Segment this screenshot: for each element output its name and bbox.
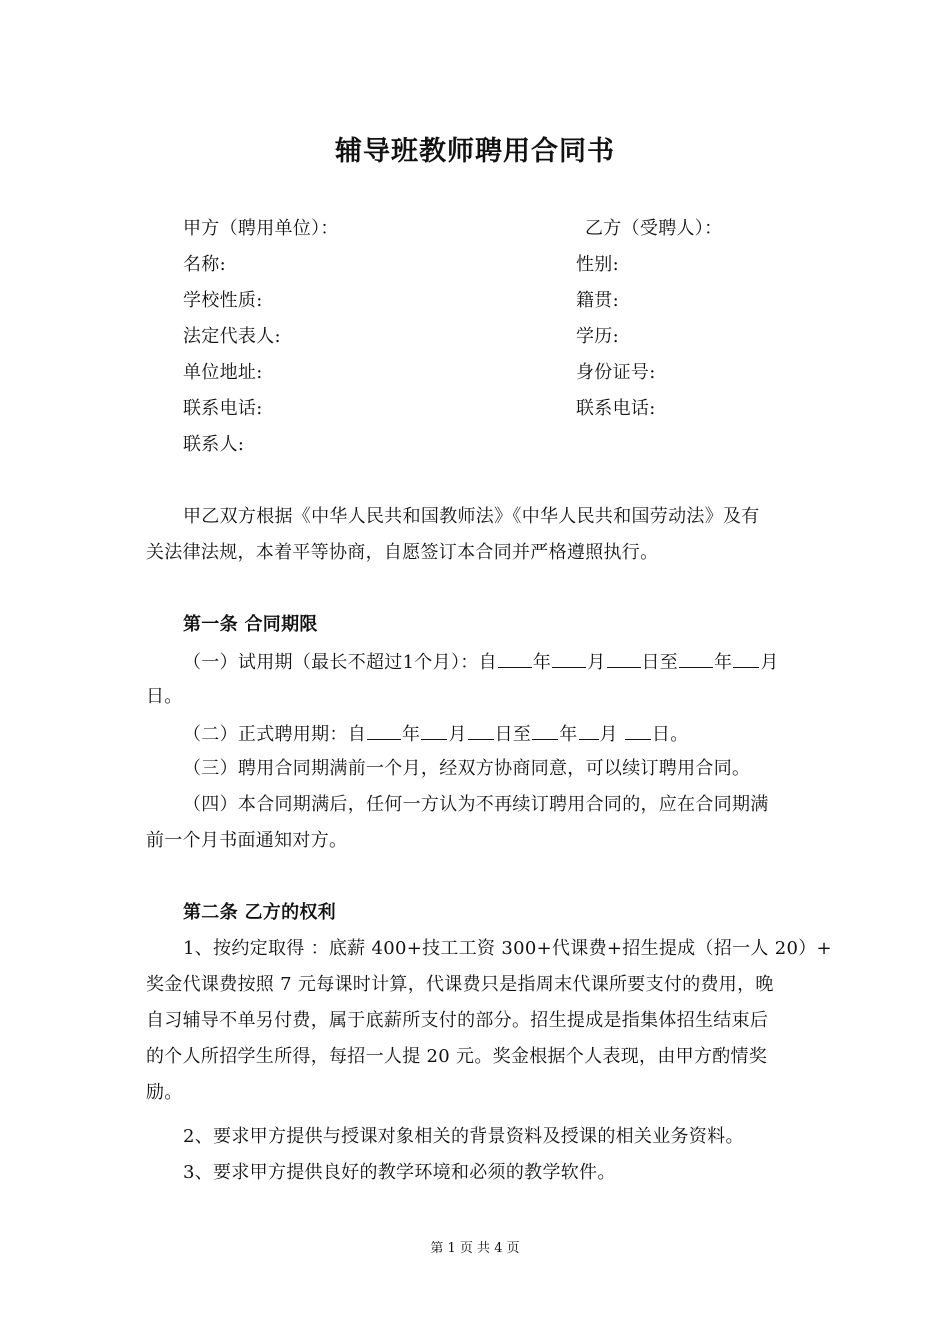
article-1-item-3: （三）聘用合同期满前一个月，经双方协商同意，可以续订聘用合同。 xyxy=(183,758,751,779)
article-2-item-1-line-4: 的个人所招学生所得，每招一人提 20 元。奖金根据个人表现，由甲方酌情奖 xyxy=(146,1046,768,1067)
blank-line xyxy=(733,649,759,668)
article-2-item-3: 3、要求甲方提供良好的教学环境和必须的教学软件。 xyxy=(183,1162,616,1183)
item-text: 年 xyxy=(559,724,578,745)
party-a-school-type: 学校性质: xyxy=(183,290,263,311)
blank-line xyxy=(552,649,586,668)
blank-line xyxy=(607,649,641,668)
blank-line xyxy=(579,721,599,740)
party-b-native-place: 籍贯: xyxy=(576,290,619,311)
blank-line xyxy=(498,649,532,668)
item-text: （二）正式聘用期：自 xyxy=(183,724,366,745)
preamble-line-2: 关法律法规，本着平等协商，自愿签订本合同并严格遵照执行。 xyxy=(146,542,659,563)
preamble-line-1: 甲乙双方根据《中华人民共和国教师法》《中华人民共和国劳动法》及有 xyxy=(183,506,760,527)
item-text: 年 xyxy=(532,652,552,673)
article-1-item-4-line-2: 前一个月书面通知对方。 xyxy=(146,830,348,851)
page-number-footer: 第 1 页 共 4 页 xyxy=(430,1241,520,1256)
party-b-gender: 性别: xyxy=(576,254,619,275)
item-text: 日至 xyxy=(494,724,532,745)
article-2-item-1-line-2: 奖金代课费按照 7 元每课时计算，代课费只是指周末代课所要支付的费用，晚 xyxy=(146,974,774,995)
article-2-item-1-line-3: 自习辅导不单另付费，属于底薪所支付的部分。招生提成是指集体招生结束后 xyxy=(146,1010,769,1031)
article-1-item-2 xyxy=(183,721,689,747)
party-a-name: 名称: xyxy=(183,254,226,275)
item-text: 日至 xyxy=(641,652,679,673)
party-a-heading: 甲方（聘用单位）： xyxy=(183,218,339,239)
blank-line xyxy=(468,721,494,740)
item-text: 个月）：自 xyxy=(414,652,497,673)
party-a-legal-rep: 法定代表人: xyxy=(183,326,281,347)
party-b-education: 学历: xyxy=(576,326,619,347)
article-1-item-4-line-1: （四）本合同期满后，任何一方认为不再续订聘用合同的，应在合同期满 xyxy=(183,794,769,815)
blank-line xyxy=(421,721,447,740)
item-text: 日。 xyxy=(651,724,689,745)
blank-line xyxy=(625,721,651,740)
blank-line xyxy=(367,721,401,740)
party-a-contact: 联系人: xyxy=(183,434,245,455)
article-2-item-1-line-1: 1、按约定取得 ：底薪 400+技工工资 300+代课费+招生提成（招一人 20）+ xyxy=(183,938,832,959)
item-number: 1 xyxy=(402,652,415,673)
article-2-item-2: 2、要求甲方提供与授课对象相关的背景资料及授课的相关业务资料。 xyxy=(183,1126,744,1147)
item-text: 年 xyxy=(402,724,421,745)
article-1-heading: 第一条 合同期限 xyxy=(183,614,318,635)
article-1-item-1-continued: 日。 xyxy=(146,686,183,707)
blank-line xyxy=(532,721,558,740)
item-text: 月 xyxy=(599,724,618,745)
item-text: 月 xyxy=(587,652,606,673)
item-text: （一）试用期（最长不超过 xyxy=(183,652,403,673)
article-2-heading: 第二条 乙方的权利 xyxy=(183,902,336,923)
item-text: 月 xyxy=(760,652,779,673)
document-title: 辅导班教师聘用合同书 xyxy=(335,136,615,167)
article-1-item-1 xyxy=(183,649,779,675)
party-b-id-number: 身份证号: xyxy=(576,362,656,383)
party-b-heading: 乙方（受聘人）： xyxy=(585,218,723,239)
item-text: 年 xyxy=(714,652,733,673)
party-a-phone: 联系电话: xyxy=(183,398,263,419)
article-2-item-1-line-5: 励。 xyxy=(146,1082,183,1103)
item-text: 月 xyxy=(448,724,467,745)
blank-line xyxy=(679,649,713,668)
party-a-address: 单位地址: xyxy=(183,362,263,383)
party-b-phone: 联系电话: xyxy=(576,398,656,419)
